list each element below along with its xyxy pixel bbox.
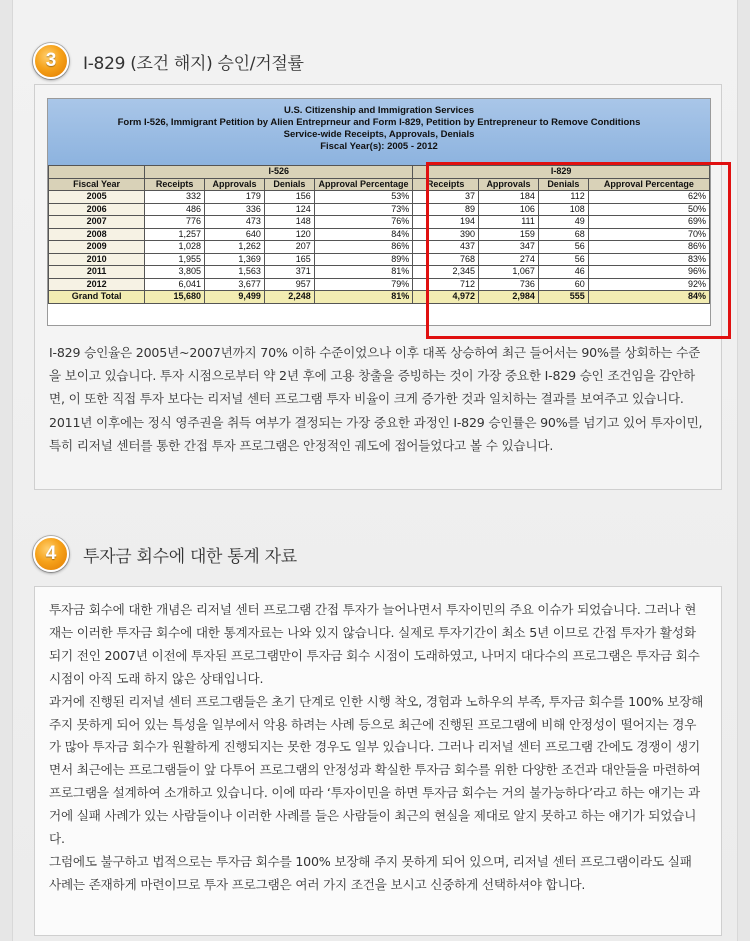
table-cell: 76% xyxy=(314,216,412,229)
table-cell: 640 xyxy=(205,228,265,241)
table-cell: 1,369 xyxy=(205,253,265,266)
table-cell: 2006 xyxy=(49,203,145,216)
table-cell: 84% xyxy=(314,228,412,241)
table-cell: 68 xyxy=(538,228,588,241)
table-cell: 9,499 xyxy=(205,291,265,304)
section-3-content-box xyxy=(34,84,722,490)
table-cell: 15,680 xyxy=(145,291,205,304)
table-cell: 89% xyxy=(314,253,412,266)
table-row xyxy=(49,266,710,279)
table-cell: 86% xyxy=(314,241,412,254)
table-cell: 69% xyxy=(588,216,709,229)
table-cell: 1,955 xyxy=(145,253,205,266)
table-cell: 2010 xyxy=(49,253,145,266)
table-cell: 194 xyxy=(413,216,479,229)
table-cell: 332 xyxy=(145,191,205,204)
paragraph: 과거에 진행된 리저널 센터 프로그램들은 초기 단계로 인한 시행 착오, 경험과 노하우의 부족, 투자금 회수를 100% 보장해 주지 못하게 되어 있는 특성을 일부에서 악용 하려는 사례 등으로 최근에 진행된 프로그램에 비해 안정성이 떨어지는 경우가 많아 투자금 회수가 원활하게 진행되지는 못한 경우도 일부 있습니다. 그러나 리저널 센터 프로그램 간에도 경쟁이 생기면서 최근에는 프로그램들이 앞 다투어 프로그램의 안정성과 확실한 투자금 회수를 위한 다양한 조건과 대안들을 마련하여 프로그램을 설계하여 소개하고 있습니다. 이에 따라 ‘투자이민을 하면 투자금 회수는 거의 불가능하다’라고 하는 얘기는 과거에 실패 사례가 있는 사람들이나 이러한 사례를 들은 사람들이 최근의 현실을 제대로 알지 못하고 하는 얘기가 되었습니다. xyxy=(49,693,704,847)
table-cell: 2,248 xyxy=(264,291,314,304)
table-cell: 4,972 xyxy=(413,291,479,304)
table-cell: 2008 xyxy=(49,228,145,241)
table-cell: 84% xyxy=(588,291,709,304)
section-number-badge: 4 xyxy=(33,536,69,572)
table-cell: 2005 xyxy=(49,191,145,204)
table-row xyxy=(49,241,710,254)
table-cell: 89 xyxy=(413,203,479,216)
table-cell: 111 xyxy=(479,216,539,229)
page xyxy=(12,0,738,941)
section-4-content-box xyxy=(34,586,722,936)
table-cell: 3,677 xyxy=(205,278,265,291)
table-cell: 79% xyxy=(314,278,412,291)
table-cell: 96% xyxy=(588,266,709,279)
table-caption xyxy=(48,99,710,165)
table-caption-line: U.S. Citizenship and Immigration Services xyxy=(283,105,475,116)
table-cell: 1,563 xyxy=(205,266,265,279)
table-cell: 112 xyxy=(538,191,588,204)
table-cell: 486 xyxy=(145,203,205,216)
table-cell: 56 xyxy=(538,253,588,266)
table-caption-line: Fiscal Year(s): 2005 - 2012 xyxy=(320,141,438,152)
statistics-table-image xyxy=(47,98,711,326)
group-header-i829: I-829 xyxy=(413,166,710,179)
table-group-header-row xyxy=(49,166,710,179)
table-cell: 37 xyxy=(413,191,479,204)
table-cell: 1,262 xyxy=(205,241,265,254)
table-cell: 390 xyxy=(413,228,479,241)
table-caption-line: Service-wide Receipts, Approvals, Denials xyxy=(283,129,475,140)
table-cell: 159 xyxy=(479,228,539,241)
table-cell: 81% xyxy=(314,266,412,279)
table-row xyxy=(49,228,710,241)
table-cell: 768 xyxy=(413,253,479,266)
table-cell: 347 xyxy=(479,241,539,254)
paragraph: 그럼에도 불구하고 법적으로는 투자금 회수를 100% 보장해 주지 못하게 되어 있으며, 리저널 센터 프로그램이라도 실패 사례는 존재하게 마련이므로 투자 프로그램은 여러 가지 조건을 보시고 신중하게 선택하셔야 합니다. xyxy=(49,853,692,892)
table-cell: 184 xyxy=(479,191,539,204)
table-cell: 473 xyxy=(205,216,265,229)
table-cell: 2009 xyxy=(49,241,145,254)
column-header: Approvals xyxy=(479,178,539,191)
table-cell: 207 xyxy=(264,241,314,254)
table-cell: 274 xyxy=(479,253,539,266)
table-row xyxy=(49,203,710,216)
table-cell: 156 xyxy=(264,191,314,204)
table-cell: 108 xyxy=(538,203,588,216)
table-cell: 1,028 xyxy=(145,241,205,254)
table-cell: 50% xyxy=(588,203,709,216)
table-row xyxy=(49,191,710,204)
table-row xyxy=(49,278,710,291)
data-table xyxy=(48,165,710,304)
table-cell: 81% xyxy=(314,291,412,304)
paragraph: 투자금 회수에 대한 개념은 리저널 센터 프로그램 간접 투자가 늘어나면서 투자이민의 주요 이슈가 되었습니다. 그러나 현재는 이러한 투자금 회수에 대한 통계자료는 나와 있지 않습니다. 실제로 투자기간이 최소 5년 이므로 간접 투자가 활성화 되기 전인 2007년 이전에 투자된 프로그램만이 투자금 회수 시점이 도래하였고, 나머지 대다수의 프로그램은 투자금 회수 시점이 아직 도래 하지 않은 상태입니다. xyxy=(49,602,700,686)
column-header: Receipts xyxy=(413,178,479,191)
section-number-badge: 3 xyxy=(33,43,69,79)
section-4-heading xyxy=(33,536,297,572)
table-cell: 736 xyxy=(479,278,539,291)
table-cell: 60 xyxy=(538,278,588,291)
table-cell: 179 xyxy=(205,191,265,204)
table-cell: 86% xyxy=(588,241,709,254)
table-cell: 1,257 xyxy=(145,228,205,241)
table-cell: 165 xyxy=(264,253,314,266)
table-cell: 712 xyxy=(413,278,479,291)
column-header: Approval Percentage xyxy=(314,178,412,191)
table-cell: 336 xyxy=(205,203,265,216)
table-cell: 148 xyxy=(264,216,314,229)
table-cell: 3,805 xyxy=(145,266,205,279)
table-cell: 49 xyxy=(538,216,588,229)
column-header: Approval Percentage xyxy=(588,178,709,191)
table-cell: 6,041 xyxy=(145,278,205,291)
table-cell: 2,345 xyxy=(413,266,479,279)
table-cell: 70% xyxy=(588,228,709,241)
column-header: Receipts xyxy=(145,178,205,191)
section-4-text xyxy=(49,599,705,897)
section-title: 투자금 회수에 대한 통계 자료 xyxy=(83,546,297,567)
table-cell: 371 xyxy=(264,266,314,279)
table-cell: 83% xyxy=(588,253,709,266)
column-header: Denials xyxy=(538,178,588,191)
table-cell: Grand Total xyxy=(49,291,145,304)
table-cell: 106 xyxy=(479,203,539,216)
table-cell: 2012 xyxy=(49,278,145,291)
table-cell: 776 xyxy=(145,216,205,229)
section-3-heading xyxy=(33,43,304,79)
table-total-row xyxy=(49,291,710,304)
table-cell: 1,067 xyxy=(479,266,539,279)
table-row xyxy=(49,216,710,229)
table-column-header-row xyxy=(49,178,710,191)
table-cell: 62% xyxy=(588,191,709,204)
table-cell: 2007 xyxy=(49,216,145,229)
table-cell: 555 xyxy=(538,291,588,304)
table-cell: 124 xyxy=(264,203,314,216)
table-cell: 46 xyxy=(538,266,588,279)
table-cell: 53% xyxy=(314,191,412,204)
section-title: I-829 (조건 해지) 승인/거절률 xyxy=(83,53,304,74)
table-cell: 957 xyxy=(264,278,314,291)
table-cell: 437 xyxy=(413,241,479,254)
column-header: Denials xyxy=(264,178,314,191)
table-cell: 73% xyxy=(314,203,412,216)
table-cell: 120 xyxy=(264,228,314,241)
table-cell: 92% xyxy=(588,278,709,291)
table-row xyxy=(49,253,710,266)
empty-header-cell xyxy=(49,166,145,179)
column-header: Fiscal Year xyxy=(49,178,145,191)
group-header-i526: I-526 xyxy=(145,166,413,179)
table-cell: 2,984 xyxy=(479,291,539,304)
table-cell: 56 xyxy=(538,241,588,254)
table-caption-line: Form I-526, Immigrant Petition by Alien Entreprneur and Form I-829, Petition by Entrepreneur to Remove Conditions xyxy=(117,117,641,128)
column-header: Approvals xyxy=(205,178,265,191)
section-3-paragraph: I-829 승인율은 2005년~2007년까지 70% 이하 수준이었으나 이후 대폭 상승하여 최근 들어서는 90%를 상회하는 수준을 보이고 있습니다. 투자 시점으로부터 약 2년 후에 고용 창출을 증빙하는 것이 가장 중요한 I-829 승인 조건임을 감안하면, 이 또한 직접 투자 보다는 리저널 센터 프로그램 투자 비율이 크게 증가한 것과 일치하는 결과를 보여주고 있습니다. 2011년 이후에는 정식 영주권을 취득 여부가 결정되는 가장 중요한 과정인 I-829 승인률은 90%를 넘기고 있어 투자이민, 특히 리저널 센터를 통한 간접 투자 프로그램은 안정적인 궤도에 접어들었다고 볼 수 있습니다. xyxy=(49,345,703,453)
table-cell: 2011 xyxy=(49,266,145,279)
